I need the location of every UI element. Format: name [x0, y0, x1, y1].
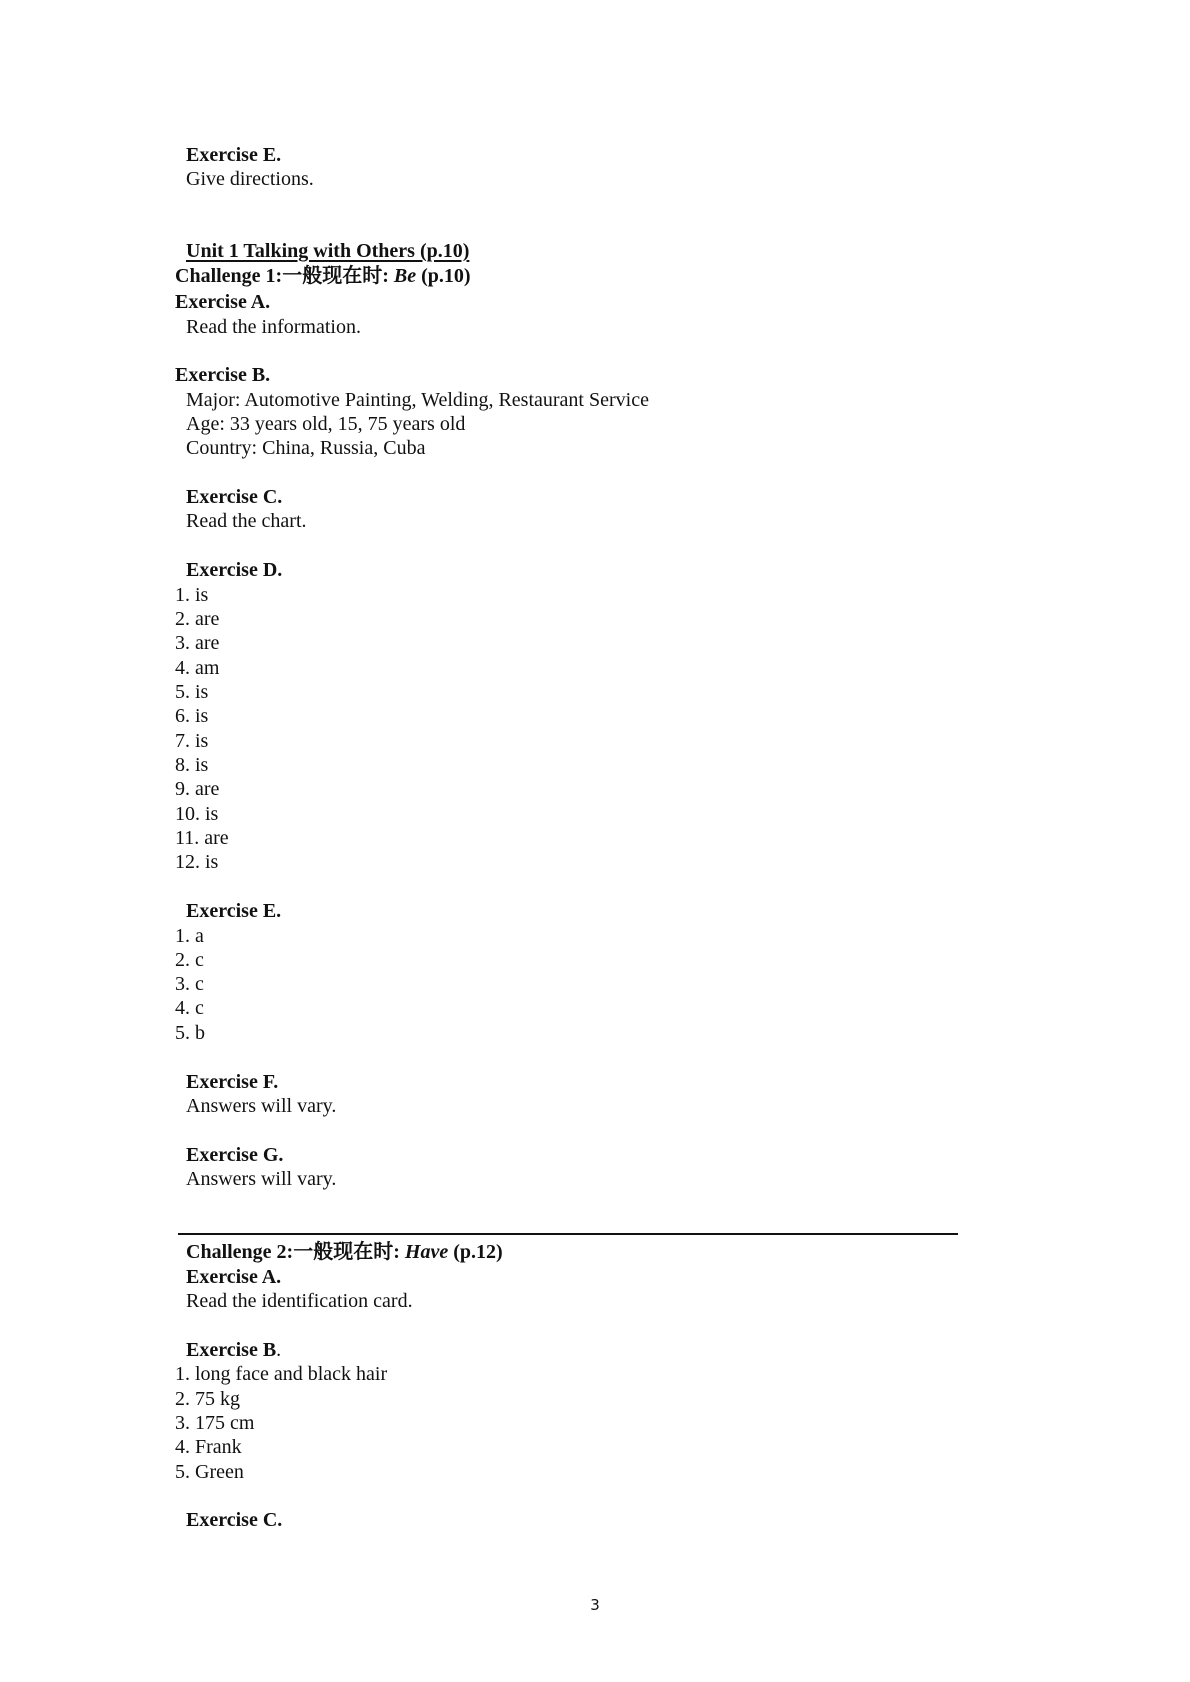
exercise-heading-label: Exercise B: [186, 1339, 277, 1361]
answer-item: 11. are: [175, 827, 229, 849]
answer-item: 12. is: [175, 851, 219, 873]
answer-item: 4. Frank: [175, 1436, 242, 1458]
answer-item: 1. is: [175, 584, 209, 606]
answer-item: 2. c: [175, 949, 204, 971]
challenge-2-heading: [186, 1240, 503, 1264]
exercise-heading: [186, 1338, 281, 1362]
exercise-heading: Exercise D.: [186, 559, 283, 581]
challenge-2-suffix: (p.12): [448, 1241, 503, 1263]
exercise-text: Read the chart.: [186, 510, 307, 532]
answer-item: 5. is: [175, 681, 209, 703]
exercise-heading: Exercise C.: [186, 486, 283, 508]
challenge-2-prefix: Challenge 2:一般现在时:: [186, 1241, 405, 1263]
unit-title: Unit 1 Talking with Others (p.10): [186, 240, 470, 262]
section-divider: [178, 1233, 958, 1235]
answer-item: 4. am: [175, 657, 220, 679]
challenge-1-italic: Be: [393, 265, 417, 287]
exercise-text: Give directions.: [186, 168, 314, 190]
exercise-text: Read the identification card.: [186, 1290, 413, 1312]
answer-line: Country: China, Russia, Cuba: [186, 437, 426, 459]
answer-item: 3. are: [175, 632, 220, 654]
exercise-heading: Exercise E.: [186, 144, 282, 166]
answer-item: 1. a: [175, 925, 204, 947]
answer-item: 2. are: [175, 608, 220, 630]
answer-item: 2. 75 kg: [175, 1388, 240, 1410]
answer-item: 5. Green: [175, 1461, 244, 1483]
answer-item: 6. is: [175, 705, 209, 727]
exercise-heading: Exercise A.: [175, 291, 271, 313]
exercise-text: Answers will vary.: [186, 1095, 337, 1117]
answer-item: 3. 175 cm: [175, 1412, 255, 1434]
answer-line: Age: 33 years old, 15, 75 years old: [186, 413, 466, 435]
answer-item: 7. is: [175, 730, 209, 752]
answer-item: 9. are: [175, 778, 220, 800]
challenge-1-heading: [175, 264, 471, 288]
challenge-1-suffix: (p.10): [416, 265, 471, 287]
challenge-2-italic: Have: [404, 1241, 449, 1263]
page-number: 3: [590, 1596, 600, 1614]
exercise-text: Read the information.: [186, 316, 361, 338]
answer-item: 8. is: [175, 754, 209, 776]
answer-item: 4. c: [175, 997, 204, 1019]
challenge-1-prefix: Challenge 1:一般现在时:: [175, 265, 394, 287]
exercise-heading: Exercise C.: [186, 1509, 283, 1531]
answer-item: 1. long face and black hair: [175, 1363, 388, 1385]
exercise-heading: Exercise E.: [186, 900, 282, 922]
answer-line: Major: Automotive Painting, Welding, Restaurant Service: [186, 389, 649, 411]
exercise-heading: Exercise B.: [175, 364, 271, 386]
answer-item: 5. b: [175, 1022, 205, 1044]
answer-item: 3. c: [175, 973, 204, 995]
exercise-heading: Exercise G.: [186, 1144, 284, 1166]
exercise-heading: Exercise A.: [186, 1266, 282, 1288]
exercise-text: Answers will vary.: [186, 1168, 337, 1190]
exercise-heading-dot: .: [276, 1339, 282, 1361]
exercise-heading: Exercise F.: [186, 1071, 279, 1093]
answer-item: 10. is: [175, 803, 219, 825]
